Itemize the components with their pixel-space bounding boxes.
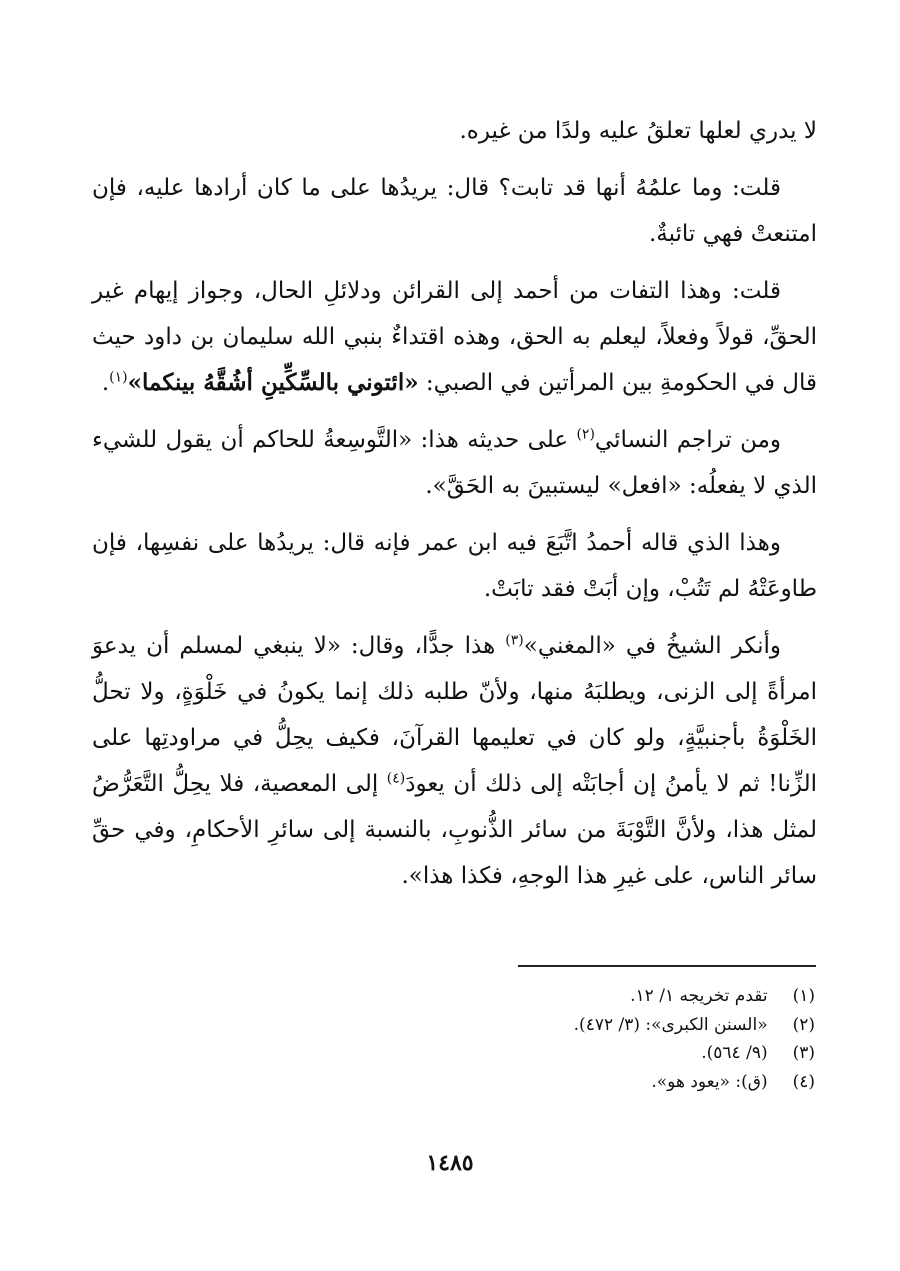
paragraph-4-text-a: ومن تراجم النسائي <box>594 427 781 453</box>
paragraph-6-text-b: هذا جدًّا، وقال: «لا ينبغي لمسلم أن يدعوَ امرأةً إلى الزنى، ويطلبَهُ منها، ولأنّ طلبه ذلك إنما يكونُ في خَلْوَةٍ، ولا تحلُّ الخَلْوَةُ بأجنبيَّةٍ، ولو كان في تعليمها القرآنَ، فكيف يحِلُّ في مراودتِها على الزِّنا! ثم لا يأمنُ إن أجابَتْه إلى ذلك أن يعودَ <box>92 633 818 797</box>
footnote-text: «السنن الكبرى»: (٣/ ٤٧٢). <box>573 1014 768 1035</box>
paragraph-5-text: وهذا الذي قاله أحمدُ اتَّبَعَ فيه ابن عمر فإنه قال: يريدُها على نفسِها، فإن طاوعَتْهُ لم تَتُبْ، وإن أبَتْ فقد تابَتْ. <box>92 530 817 602</box>
paragraph-1-text: لا يدري لعلها تعلقُ عليه ولدًا من غيره. <box>459 118 817 144</box>
footnote-text: تقدم تخريجه ١/ ١٢. <box>630 986 768 1006</box>
paragraph-2-text: قلت: وما علمُهُ أنها قد تابت؟ قال: يريدُها على ما كان أرادها عليه، فإن امتنعتْ فهي تائبةٌ. <box>92 175 817 247</box>
footnote-number: (٣) <box>792 1043 815 1063</box>
footnote-number: (٤) <box>792 1071 815 1092</box>
footnote-ref-1[interactable]: (١) <box>109 369 128 386</box>
footnote-ref-3[interactable]: (٣) <box>505 632 524 649</box>
paragraph-5 <box>92 520 817 612</box>
footnote-ref-2[interactable]: (٢) <box>576 426 595 443</box>
paragraph-6-text-a: وأنكر الشيخُ في «المغني» <box>523 633 782 659</box>
footnote-text: (ق): «يعود هو». <box>651 1071 768 1092</box>
footnote-number: (٢) <box>792 1014 815 1035</box>
page-number: ١٤٨٥ <box>426 1150 474 1176</box>
footnote-ref-4[interactable]: (٤) <box>386 770 406 787</box>
paragraph-2 <box>92 165 817 257</box>
paragraph-3 <box>92 268 817 406</box>
footnote-2 <box>300 1011 815 1040</box>
paragraph-3-text: قلت: وهذا التفات من أحمد إلى القرائن ودلائلِ الحال، وجواز إيهام غير الحقِّ، قولاً وفعلاً، ليعلم به الحق، وهذه اقتداءٌ بنبي الله سليمان بن داود حيث قال في الحكومةِ بين المرأتين في الصبي: <box>92 278 817 396</box>
footnote-number: (١) <box>792 986 815 1006</box>
paragraph-3-end: . <box>101 370 110 396</box>
solomon-quote: «ائتوني بالسِّكِّينِ أشُقَّهُ بينكما» <box>127 369 419 396</box>
paragraph-4-text-b: على حديثه هذا: «التَّوسِعةُ للحاكم أن يقول للشيء الذي لا يفعلُه: «افعل» ليستبينَ به الحَقَّ». <box>92 427 817 499</box>
footnote-4 <box>300 1068 815 1097</box>
footnote-1 <box>300 982 815 1011</box>
paragraph-6-text-c: إلى المعصية، فلا يحِلُّ التَّعَرُّضُ لمثل هذا، ولأنَّ التَّوْبَةَ من سائر الذُّنوبِ، بالنسبة إلى سائرِ الأحكامِ، وفي حقِّ سائر الناس، على غيرِ هذا الوجهِ، فكذا هذا». <box>92 771 817 889</box>
main-text <box>92 108 817 910</box>
paragraph-4 <box>92 417 817 509</box>
footnote-separator <box>518 965 816 967</box>
footnote-3 <box>300 1039 815 1068</box>
footnote-text: (٩/ ٥٦٤). <box>701 1043 768 1063</box>
paragraph-1 <box>92 108 817 154</box>
paragraph-6 <box>92 623 817 899</box>
footnotes <box>300 982 815 1096</box>
